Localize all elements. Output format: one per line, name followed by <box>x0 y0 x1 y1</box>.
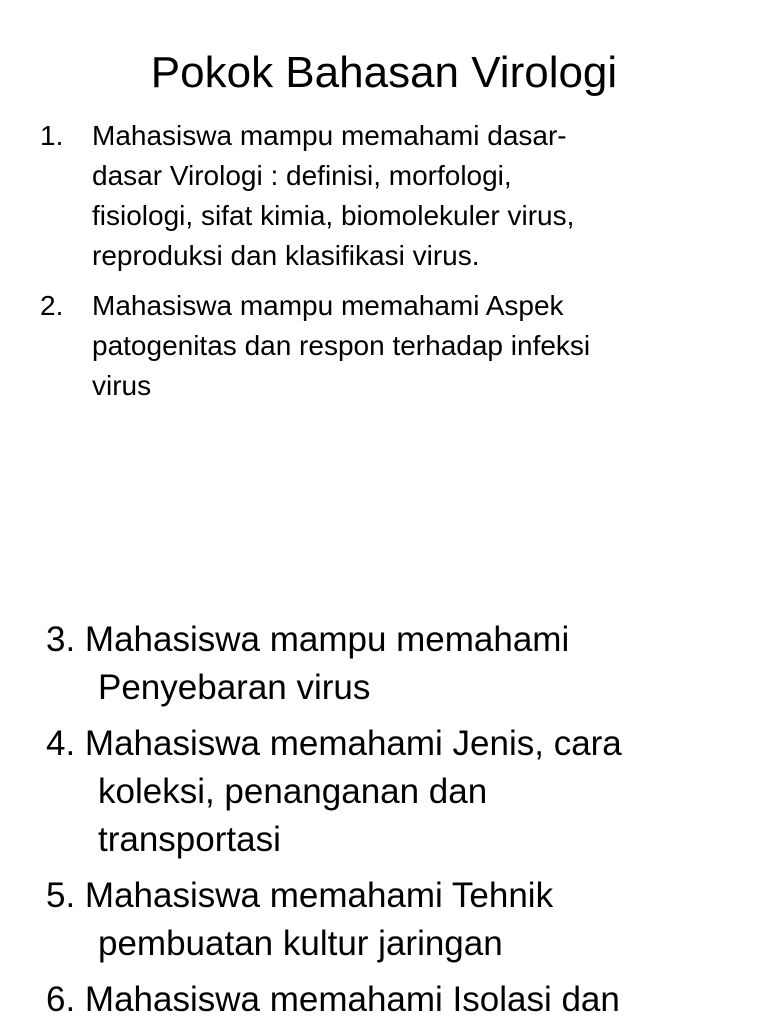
list-item-3 <box>46 616 746 712</box>
item-text-line: fisiologi, sifat kimia, biomolekuler virus, <box>92 200 575 231</box>
list-item-6 <box>46 976 746 1024</box>
list-item-1 <box>40 116 740 276</box>
item-text-line: reproduksi dan klasifikasi virus. <box>92 240 480 271</box>
item-number: 1. <box>40 120 64 151</box>
item-text-line: virus <box>92 370 152 401</box>
item-text-line: 4. Mahasiswa memahami Jenis, cara <box>46 724 622 763</box>
item-number: 2. <box>40 290 64 321</box>
list-item-4 <box>46 720 746 864</box>
item-text-line: 6. Mahasiswa memahami Isolasi dan <box>46 980 620 1019</box>
objectives-list-bottom <box>46 616 746 1024</box>
list-item-5 <box>46 872 746 968</box>
item-text-line: Mahasiswa mampu memahami Aspek <box>92 290 564 321</box>
item-text-line: Mahasiswa mampu memahami dasar- <box>92 120 567 151</box>
slide-title: Pokok Bahasan Virologi <box>150 48 618 97</box>
item-text-line: 3. Mahasiswa mampu memahami <box>46 620 570 659</box>
item-text-line: Penyebaran virus <box>98 668 371 707</box>
item-text-line: pembuatan kultur jaringan <box>98 924 503 963</box>
item-text-line: koleksi, penanganan dan <box>98 772 488 811</box>
item-text-line: dasar Virologi : definisi, morfologi, <box>92 160 512 191</box>
item-text-line: 5. Mahasiswa memahami Tehnik <box>46 876 554 915</box>
list-item-2 <box>40 286 740 406</box>
item-text-line: transportasi <box>98 820 281 859</box>
item-text-line: patogenitas dan respon terhadap infeksi <box>92 330 591 361</box>
objectives-list-top <box>40 116 740 416</box>
